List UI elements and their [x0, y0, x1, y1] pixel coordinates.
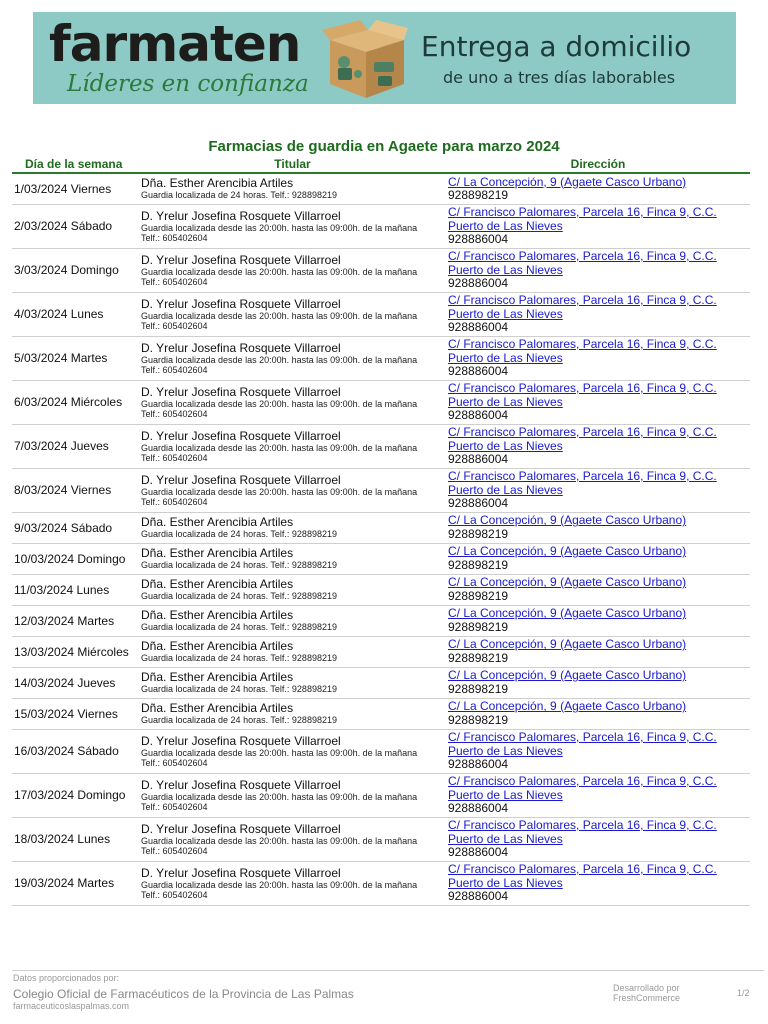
row-address-cell	[446, 204, 750, 248]
row-phone: 928886004	[448, 889, 509, 903]
row-address-link[interactable]: C/ Francisco Palomares, Parcela 16, Finca 9, C.C. Puerto de Las Nieves	[448, 774, 717, 802]
row-holder-name: D. Yrelur Josefina Rosquete Villarroel	[141, 384, 341, 399]
row-holder-name: D. Yrelur Josefina Rosquete Villarroel	[141, 865, 341, 880]
row-holder-cell	[139, 173, 446, 204]
row-holder-cell	[139, 817, 446, 861]
row-date: 5/03/2024 Martes	[12, 336, 139, 380]
row-holder-note: Guardia localizada de 24 horas. Telf.: 928898219	[141, 591, 337, 601]
row-address-cell	[446, 729, 750, 773]
row-holder-cell	[139, 380, 446, 424]
row-phone: 928886004	[448, 496, 509, 510]
row-address-cell	[446, 512, 750, 543]
row-address-link[interactable]: C/ Francisco Palomares, Parcela 16, Finca 9, C.C. Puerto de Las Nieves	[448, 337, 717, 365]
row-date: 12/03/2024 Martes	[12, 605, 139, 636]
row-address-link[interactable]: C/ Francisco Palomares, Parcela 16, Finca 9, C.C. Puerto de Las Nieves	[448, 205, 717, 233]
row-holder-cell	[139, 861, 446, 905]
row-holder-phone: Telf.: 605402604	[141, 889, 208, 900]
row-holder-cell	[139, 543, 446, 574]
page-title: Farmacias de guardia en Agaete para marzo 2024	[208, 138, 560, 155]
table-row	[12, 698, 750, 729]
table-row	[12, 861, 750, 905]
row-holder-phone: Telf.: 605402604	[141, 845, 208, 856]
row-date: 10/03/2024 Domingo	[12, 543, 139, 574]
row-holder-note: Guardia localizada desde las 20:00h. hasta las 09:00h. de la mañana	[141, 266, 418, 277]
row-holder-phone: Telf.: 605402604	[141, 757, 208, 768]
table-row	[12, 605, 750, 636]
column-header-day: Día de la semana	[12, 156, 139, 173]
row-holder-cell	[139, 336, 446, 380]
row-phone: 928886004	[448, 232, 509, 246]
row-holder-cell	[139, 574, 446, 605]
row-holder-note: Guardia localizada desde las 20:00h. hasta las 09:00h. de la mañana	[141, 835, 418, 846]
row-holder-cell	[139, 248, 446, 292]
table-row	[12, 380, 750, 424]
row-holder-name: D. Yrelur Josefina Rosquete Villarroel	[141, 472, 341, 487]
row-address-cell	[446, 574, 750, 605]
row-holder-note: Guardia localizada desde las 20:00h. hasta las 09:00h. de la mañana	[141, 747, 418, 758]
row-address-link[interactable]: C/ La Concepción, 9 (Agaete Casco Urbano)	[448, 174, 687, 189]
row-holder-name: D. Yrelur Josefina Rosquete Villarroel	[141, 777, 341, 792]
row-address-cell	[446, 773, 750, 817]
row-phone: 928898219	[448, 650, 509, 665]
row-address-link[interactable]: C/ Francisco Palomares, Parcela 16, Finca 9, C.C. Puerto de Las Nieves	[448, 862, 717, 890]
row-date: 8/03/2024 Viernes	[12, 468, 139, 512]
table-row	[12, 292, 750, 336]
row-holder-name: Dña. Esther Arencibia Artiles	[141, 577, 294, 591]
table-row	[12, 173, 750, 204]
delivery-subtitle: de uno a tres días laborables	[443, 68, 676, 87]
row-date: 18/03/2024 Lunes	[12, 817, 139, 861]
row-phone: 928886004	[448, 845, 509, 859]
row-holder-note: Guardia localizada desde las 20:00h. hasta las 09:00h. de la mañana	[141, 486, 418, 497]
footer-data-by: Datos proporcionados por:	[13, 973, 120, 983]
row-date: 16/03/2024 Sábado	[12, 729, 139, 773]
row-address-link[interactable]: C/ La Concepción, 9 (Agaete Casco Urbano)	[448, 513, 687, 528]
row-holder-phone: Telf.: 605402604	[141, 276, 208, 287]
row-holder-note: Guardia localizada desde las 20:00h. hasta las 09:00h. de la mañana	[141, 222, 418, 233]
row-phone: 928886004	[448, 320, 509, 334]
row-address-link[interactable]: C/ La Concepción, 9 (Agaete Casco Urbano)	[448, 575, 687, 590]
row-address-cell	[446, 698, 750, 729]
row-date: 6/03/2024 Miércoles	[12, 380, 139, 424]
row-holder-phone: Telf.: 605402604	[141, 801, 208, 812]
row-holder-cell	[139, 468, 446, 512]
row-holder-note: Guardia localizada desde las 20:00h. hasta las 09:00h. de la mañana	[141, 310, 418, 321]
row-holder-cell	[139, 729, 446, 773]
row-date: 13/03/2024 Miércoles	[12, 636, 139, 667]
row-address-link[interactable]: C/ La Concepción, 9 (Agaete Casco Urbano)	[448, 544, 687, 559]
row-phone: 928898219	[448, 188, 509, 202]
row-address-link[interactable]: C/ Francisco Palomares, Parcela 16, Finca 9, C.C. Puerto de Las Nieves	[448, 381, 717, 409]
row-holder-note: Guardia localizada de 24 horas. Telf.: 928898219	[141, 190, 337, 201]
row-address-cell	[446, 667, 750, 698]
row-date: 14/03/2024 Jueves	[12, 667, 139, 698]
row-holder-phone: Telf.: 605402604	[141, 452, 208, 463]
table-row	[12, 817, 750, 861]
row-phone: 928898219	[448, 588, 509, 603]
row-phone: 928898219	[448, 526, 509, 541]
row-holder-name: Dña. Esther Arencibia Artiles	[141, 515, 294, 529]
row-address-cell	[446, 380, 750, 424]
row-address-cell	[446, 605, 750, 636]
column-header-holder: Titular	[139, 156, 446, 173]
row-holder-note: Guardia localizada de 24 horas. Telf.: 928898219	[141, 715, 337, 725]
row-address-link[interactable]: C/ Francisco Palomares, Parcela 16, Finca 9, C.C. Puerto de Las Nieves	[448, 425, 717, 453]
row-holder-note: Guardia localizada de 24 horas. Telf.: 928898219	[141, 560, 337, 570]
pharmacy-schedule-table	[12, 156, 750, 906]
brand-slogan: Líderes en confianza	[67, 71, 309, 97]
row-holder-cell	[139, 512, 446, 543]
row-holder-cell	[139, 204, 446, 248]
row-holder-cell	[139, 605, 446, 636]
row-holder-cell	[139, 292, 446, 336]
row-date: 9/03/2024 Sábado	[12, 512, 139, 543]
row-address-cell	[446, 424, 750, 468]
row-address-cell	[446, 817, 750, 861]
table-row	[12, 204, 750, 248]
row-holder-name: D. Yrelur Josefina Rosquete Villarroel	[141, 733, 341, 748]
row-holder-name: D. Yrelur Josefina Rosquete Villarroel	[141, 340, 341, 355]
row-date: 17/03/2024 Domingo	[12, 773, 139, 817]
table-row	[12, 468, 750, 512]
footer-divider	[12, 970, 764, 971]
row-date: 19/03/2024 Martes	[12, 861, 139, 905]
row-holder-name: D. Yrelur Josefina Rosquete Villarroel	[141, 252, 341, 267]
row-holder-cell	[139, 667, 446, 698]
table-row	[12, 636, 750, 667]
row-holder-note: Guardia localizada de 24 horas. Telf.: 928898219	[141, 684, 337, 694]
footer-website-link[interactable]: farmaceuticoslaspalmas.com	[13, 1001, 130, 1011]
advertisement-banner[interactable]	[33, 12, 736, 104]
row-address-link[interactable]: C/ Francisco Palomares, Parcela 16, Finca 9, C.C. Puerto de Las Nieves	[448, 730, 717, 758]
row-phone: 928886004	[448, 452, 509, 466]
row-phone: 928898219	[448, 681, 509, 696]
table-row	[12, 512, 750, 543]
brand-logo-text: farmaten	[49, 15, 301, 73]
row-holder-name: D. Yrelur Josefina Rosquete Villarroel	[141, 428, 341, 443]
row-phone: 928898219	[448, 557, 509, 572]
row-address-cell	[446, 636, 750, 667]
row-holder-cell	[139, 424, 446, 468]
row-date: 11/03/2024 Lunes	[12, 574, 139, 605]
row-holder-phone: Telf.: 605402604	[141, 232, 208, 243]
row-holder-cell	[139, 636, 446, 667]
row-address-cell	[446, 173, 750, 204]
row-holder-name: Dña. Esther Arencibia Artiles	[141, 546, 294, 560]
table-row	[12, 729, 750, 773]
row-address-link[interactable]: C/ Francisco Palomares, Parcela 16, Finca 9, C.C. Puerto de Las Nieves	[448, 469, 717, 497]
row-date: 2/03/2024 Sábado	[12, 204, 139, 248]
table-row	[12, 336, 750, 380]
row-holder-note: Guardia localizada de 24 horas. Telf.: 928898219	[141, 622, 337, 632]
row-address-link[interactable]: C/ La Concepción, 9 (Agaete Casco Urbano)	[448, 699, 687, 714]
row-address-link[interactable]: C/ La Concepción, 9 (Agaete Casco Urbano)	[448, 637, 687, 652]
row-address-link[interactable]: C/ La Concepción, 9 (Agaete Casco Urbano)	[448, 606, 687, 621]
row-phone: 928898219	[448, 619, 509, 634]
table-row	[12, 574, 750, 605]
row-holder-note: Guardia localizada desde las 20:00h. hasta las 09:00h. de la mañana	[141, 791, 418, 802]
footer-organization: Colegio Oficial de Farmacéuticos de la Provincia de Las Palmas	[13, 987, 354, 1001]
table-header-row	[12, 156, 750, 173]
row-holder-name: Dña. Esther Arencibia Artiles	[141, 670, 294, 684]
row-holder-name: D. Yrelur Josefina Rosquete Villarroel	[141, 821, 341, 836]
row-address-link[interactable]: C/ Francisco Palomares, Parcela 16, Finca 9, C.C. Puerto de Las Nieves	[448, 818, 717, 846]
row-holder-name: Dña. Esther Arencibia Artiles	[141, 639, 294, 653]
row-phone: 928886004	[448, 801, 509, 815]
row-phone: 928886004	[448, 364, 509, 378]
row-address-cell	[446, 543, 750, 574]
row-date: 4/03/2024 Lunes	[12, 292, 139, 336]
row-holder-phone: Telf.: 605402604	[141, 408, 208, 419]
row-address-cell	[446, 292, 750, 336]
row-holder-cell	[139, 698, 446, 729]
page-number: 1/2	[737, 988, 750, 998]
row-address-link[interactable]: C/ Francisco Palomares, Parcela 16, Finca 9, C.C. Puerto de Las Nieves	[448, 293, 717, 321]
row-holder-name: Dña. Esther Arencibia Artiles	[141, 608, 294, 622]
row-holder-phone: Telf.: 605402604	[141, 496, 208, 507]
row-date: 7/03/2024 Jueves	[12, 424, 139, 468]
footer-developer-link[interactable]: FreshCommerce	[613, 993, 681, 1003]
row-holder-note: Guardia localizada desde las 20:00h. hasta las 09:00h. de la mañana	[141, 442, 418, 453]
delivery-title: Entrega a domicilio	[421, 30, 692, 63]
row-address-cell	[446, 861, 750, 905]
table-row	[12, 248, 750, 292]
row-phone: 928898219	[448, 712, 509, 727]
row-date: 15/03/2024 Viernes	[12, 698, 139, 729]
table-row	[12, 667, 750, 698]
table-body	[12, 173, 750, 905]
row-holder-name: D. Yrelur Josefina Rosquete Villarroel	[141, 208, 341, 223]
column-header-address: Dirección	[446, 156, 750, 173]
row-date: 3/03/2024 Domingo	[12, 248, 139, 292]
row-holder-name: Dña. Esther Arencibia Artiles	[141, 176, 294, 191]
row-holder-note: Guardia localizada de 24 horas. Telf.: 928898219	[141, 529, 337, 539]
row-phone: 928886004	[448, 408, 509, 422]
row-holder-name: Dña. Esther Arencibia Artiles	[141, 701, 294, 715]
row-holder-note: Guardia localizada desde las 20:00h. hasta las 09:00h. de la mañana	[141, 398, 418, 409]
table-row	[12, 424, 750, 468]
row-phone: 928886004	[448, 757, 509, 771]
footer-developed-by: Desarrollado por	[613, 983, 680, 993]
delivery-box-icon	[320, 18, 408, 100]
row-address-link[interactable]: C/ La Concepción, 9 (Agaete Casco Urbano)	[448, 668, 687, 683]
row-holder-note: Guardia localizada de 24 horas. Telf.: 928898219	[141, 653, 337, 663]
row-holder-name: D. Yrelur Josefina Rosquete Villarroel	[141, 296, 341, 311]
table-row	[12, 543, 750, 574]
row-phone: 928886004	[448, 276, 509, 290]
row-address-cell	[446, 468, 750, 512]
row-address-link[interactable]: C/ Francisco Palomares, Parcela 16, Finca 9, C.C. Puerto de Las Nieves	[448, 249, 717, 277]
row-holder-cell	[139, 773, 446, 817]
table-row	[12, 773, 750, 817]
row-holder-note: Guardia localizada desde las 20:00h. hasta las 09:00h. de la mañana	[141, 354, 418, 365]
row-holder-phone: Telf.: 605402604	[141, 364, 208, 375]
row-address-cell	[446, 336, 750, 380]
row-date: 1/03/2024 Viernes	[12, 173, 139, 204]
row-holder-phone: Telf.: 605402604	[141, 320, 208, 331]
row-address-cell	[446, 248, 750, 292]
row-holder-note: Guardia localizada desde las 20:00h. hasta las 09:00h. de la mañana	[141, 879, 418, 890]
